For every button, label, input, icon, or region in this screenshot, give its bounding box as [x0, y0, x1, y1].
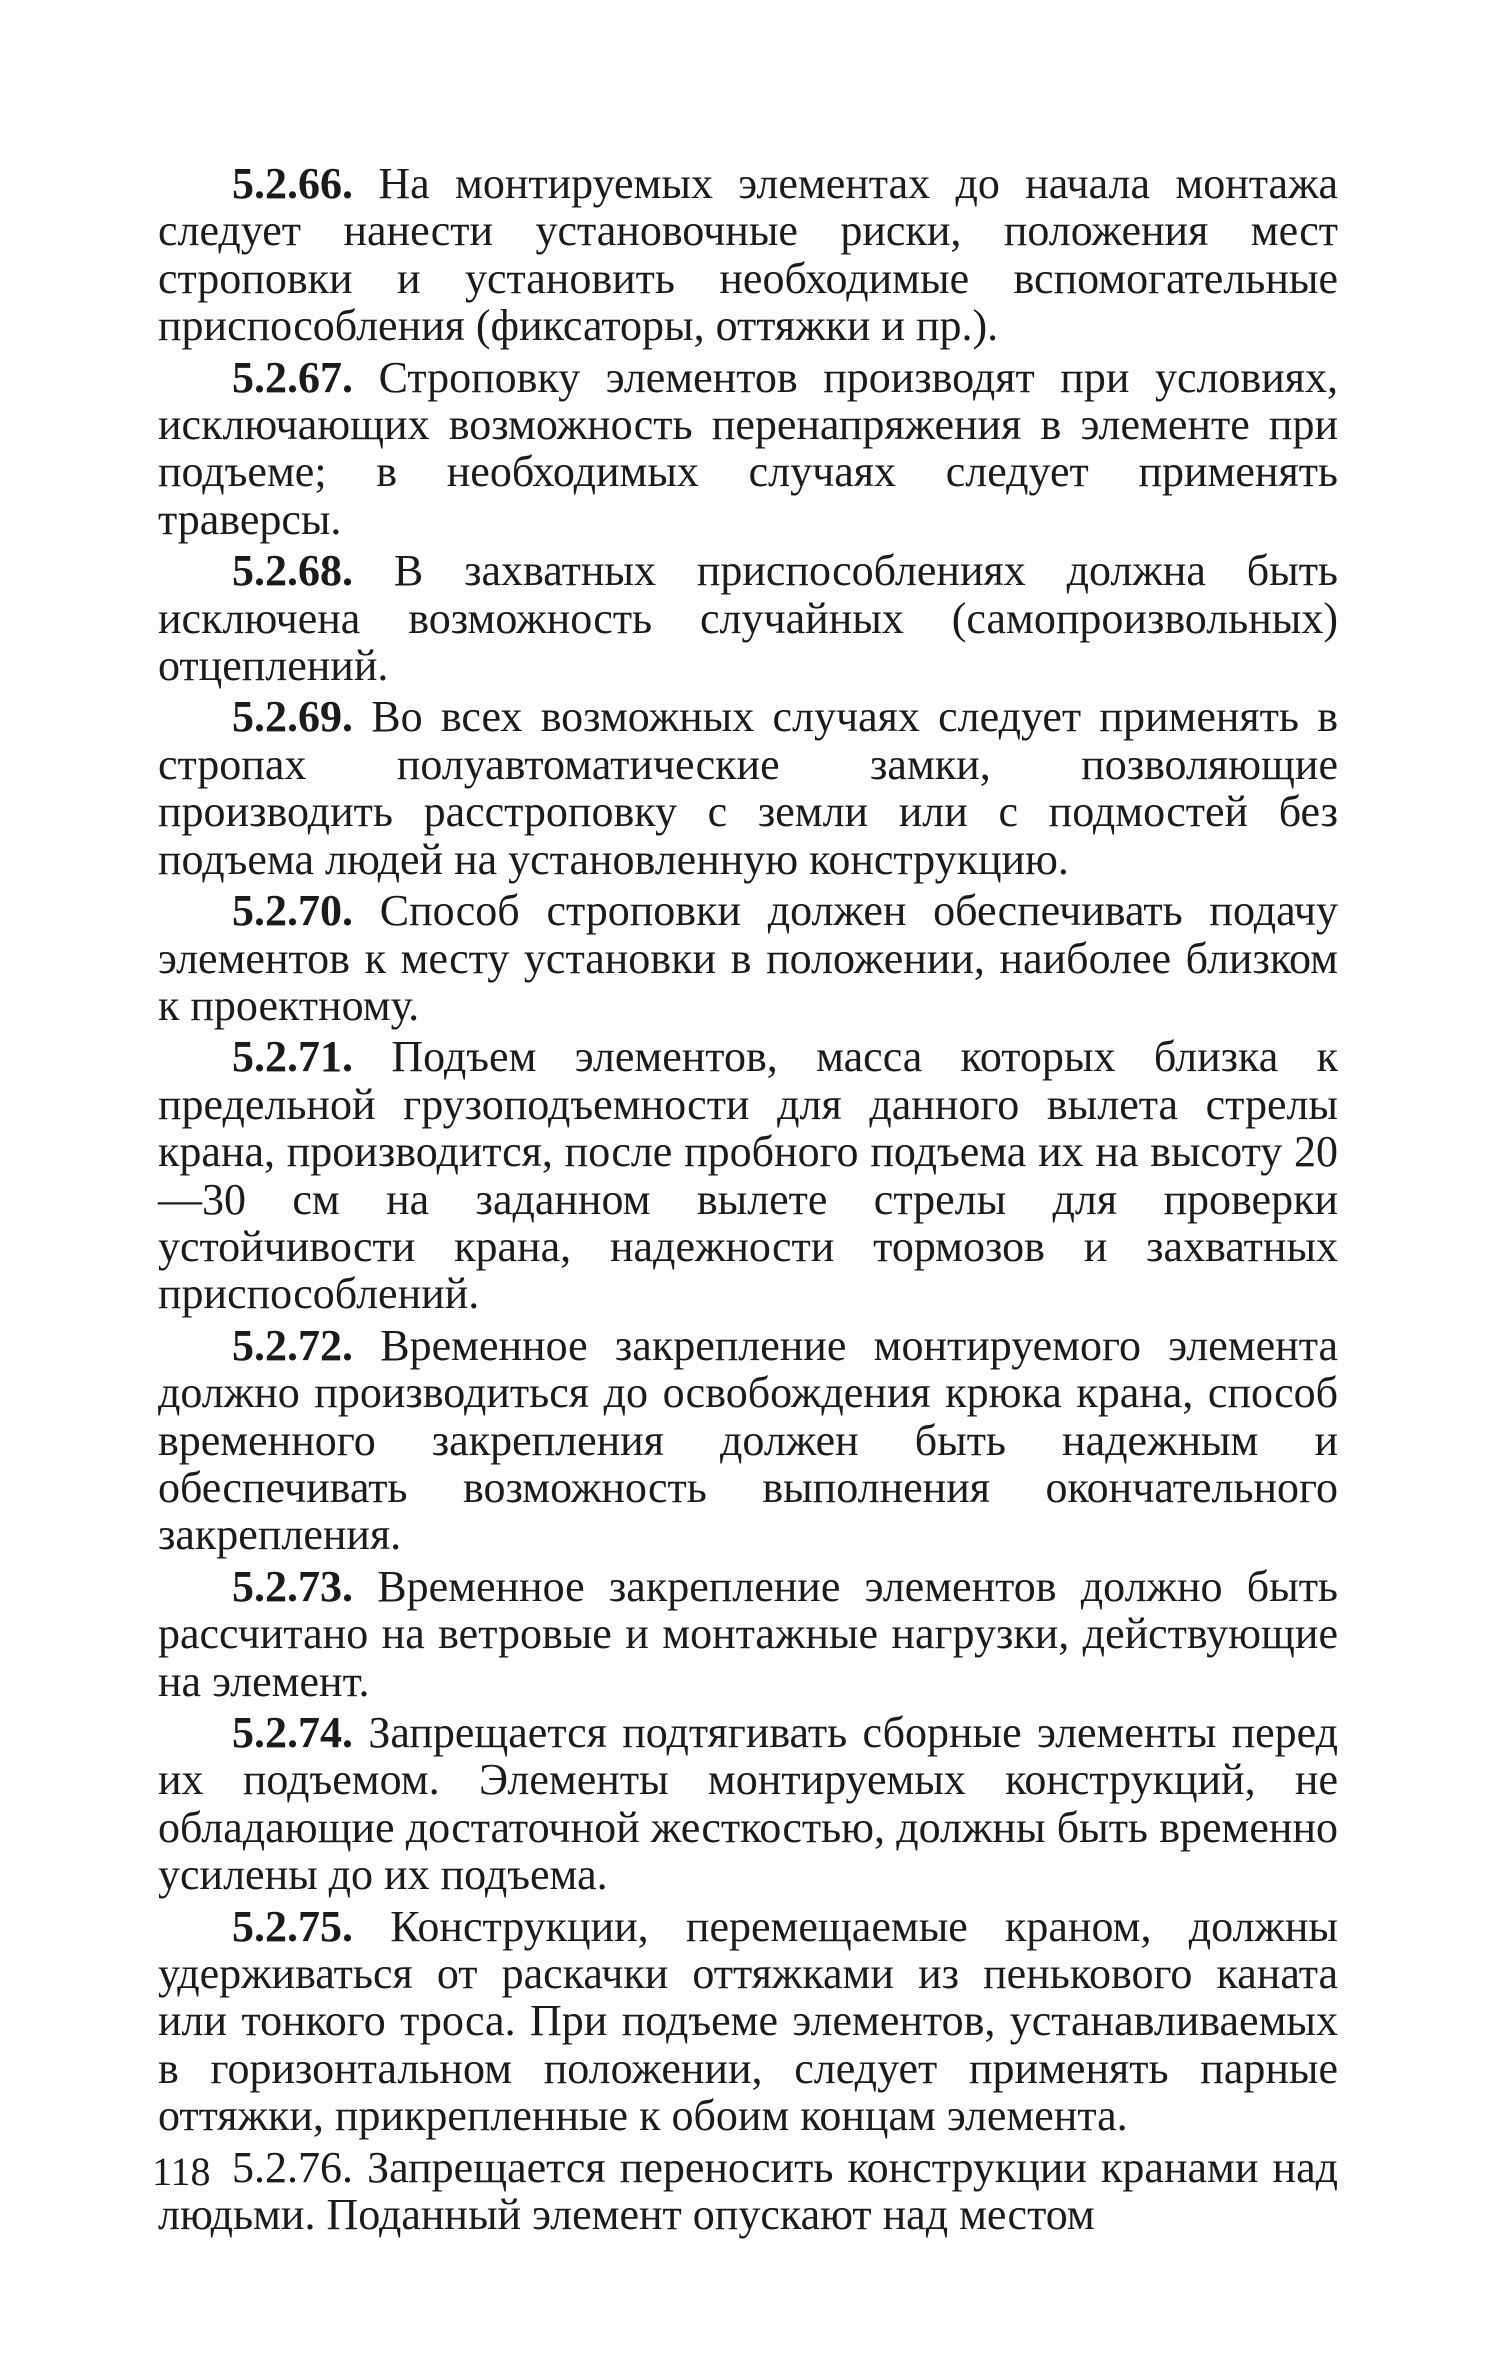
- paragraph-text: Временное закрепление монтируемого элемента должно производиться до освобождения крюка крана, способ временного закрепления должен быть надежным и обеспечивать возможность выполнения окончательного закрепления.: [158, 1320, 1338, 1560]
- paragraph-text: Временное закрепление элементов должно быть рассчитано на ветровые и монтажные нагрузки, действующие на элемент.: [158, 1561, 1338, 1706]
- page-number: 118: [152, 2149, 211, 2194]
- paragraph-text: Запрещается переносить конструкции кранами над людьми. Поданный элемент опускают над местом: [158, 2142, 1339, 2240]
- paragraph-text: Во всех возможных случаях следует применять в стропах полуавтоматические замки, позволяющие производить расстроповку с земли или с подмостей без подъема людей на установленную конструкцию.: [158, 692, 1339, 884]
- paragraph-text: Строповку элементов производят при условиях, исключающих возможность перенапряжения в элементе при подъеме; в необходимых случаях следует применять траверсы.: [158, 352, 1338, 544]
- paragraph-text: Конструкции, перемещаемые краном, должны удерживаться от раскачки оттяжками из пенькового каната или тонкого троса. При подъеме элементов, устанавливаемых в горизонтальном положении, следует применять парные оттяжки, прикрепленные к обоим концам элемента.: [158, 1901, 1338, 2141]
- paragraph-number: 5.2.73.: [232, 1561, 353, 1611]
- paragraph-5-2-73: [158, 1563, 1338, 1705]
- paragraph-number: 5.2.71.: [232, 1032, 353, 1082]
- paragraph-5-2-67: [158, 354, 1338, 544]
- paragraph-5-2-72: [158, 1322, 1338, 1559]
- paragraph-number: 5.2.76.: [232, 2142, 353, 2192]
- paragraph-number: 5.2.72.: [232, 1320, 353, 1370]
- paragraph-text: Запрещается подтягивать сборные элементы перед их подъемом. Элементы монтируемых конструкций, не обладающие достаточной жесткостью, должны быть временно усилены до их подъема.: [158, 1708, 1338, 1900]
- paragraph-5-2-76: [158, 2144, 1338, 2239]
- paragraph-5-2-70: [158, 887, 1338, 1029]
- paragraph-number: 5.2.68.: [232, 546, 353, 596]
- paragraph-number: 5.2.67.: [232, 352, 353, 402]
- paragraph-text: На монтируемых элементах до начала монтажа следует нанести установочные риски, положения мест строповки и установить необходимые вспомогательные приспособления (фиксаторы, оттяжки и пр.).: [158, 159, 1339, 351]
- paragraph-text: Подъем элементов, масса которых близка к предельной грузоподъемности для данного вылета стрелы крана, производится, после пробного подъема их на высоту 20—30 см на заданном вылете стрелы для проверки устойчивости крана, надежности тормозов и захватных приспособлений.: [158, 1032, 1339, 1319]
- paragraph-5-2-68: [158, 547, 1338, 689]
- body-text: [158, 160, 1338, 2242]
- paragraph-number: 5.2.66.: [232, 159, 353, 208]
- paragraph-5-2-69: [158, 693, 1338, 883]
- paragraph-5-2-74: [158, 1709, 1338, 1899]
- paragraph-number: 5.2.74.: [232, 1708, 353, 1757]
- paragraph-text: В захватных приспособлениях должна быть исключена возможность случайных (самопроизвольных) отцеплений.: [158, 546, 1338, 691]
- paragraph-5-2-75: [158, 1903, 1338, 2140]
- paragraph-number: 5.2.75.: [232, 1901, 353, 1951]
- paragraph-text: Способ строповки должен обеспечивать подачу элементов к месту установки в положении, наиболее близком к проектному.: [158, 886, 1338, 1030]
- paragraph-5-2-71: [158, 1033, 1338, 1317]
- paragraph-5-2-66: [158, 160, 1338, 350]
- paragraph-number: 5.2.70.: [232, 886, 353, 936]
- paragraph-number: 5.2.69.: [232, 692, 353, 742]
